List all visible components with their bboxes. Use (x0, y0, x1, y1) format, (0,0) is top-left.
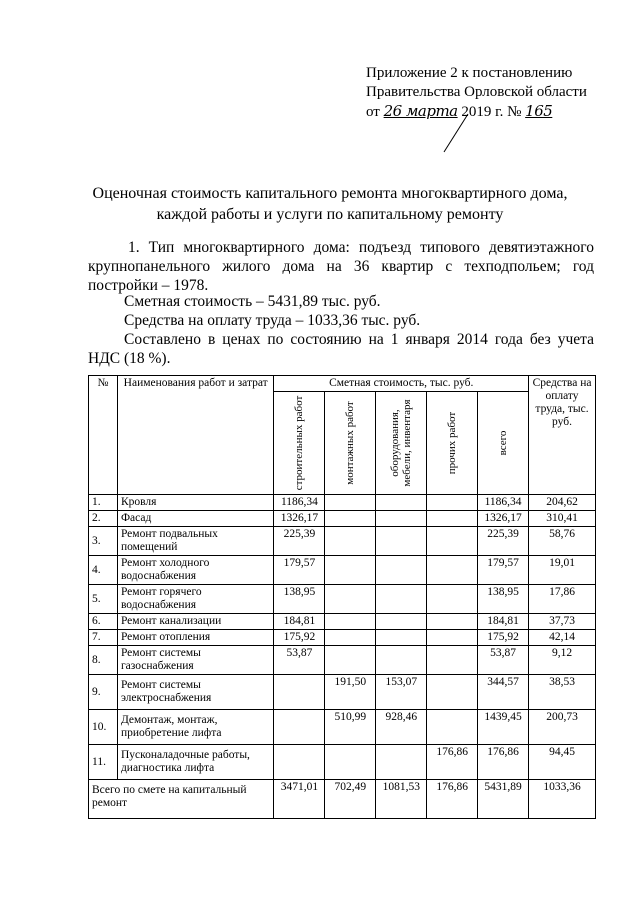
row-construction: 1326,17 (274, 511, 325, 527)
row-name: Ремонт канализации (117, 614, 274, 630)
row-installation (325, 556, 376, 585)
row-installation (325, 745, 376, 780)
estimate-table (88, 375, 596, 819)
row-wages: 9,12 (529, 646, 596, 675)
total-equipment: 1081,53 (376, 780, 427, 819)
header-equipment-label: оборудования, мебели, инвентаря (389, 399, 414, 487)
row-wages: 17,86 (529, 585, 596, 614)
row-total: 1439,45 (478, 710, 529, 745)
handwritten-date: 26 марта (383, 102, 458, 120)
row-total: 344,57 (478, 675, 529, 710)
row-other (427, 495, 478, 511)
table-row (89, 556, 596, 585)
row-other (427, 556, 478, 585)
header-other-label: прочих работ (446, 411, 459, 475)
header-wages: Средства на оплату труда, тыс. руб. (529, 376, 596, 495)
appendix-year: 2019 г. № (461, 104, 522, 120)
row-equipment (376, 585, 427, 614)
signature-stroke-icon (0, 100, 640, 160)
row-num: 7. (89, 630, 118, 646)
row-other (427, 527, 478, 556)
row-name: Ремонт системы электроснабжения (117, 675, 274, 710)
row-installation (325, 511, 376, 527)
row-construction (274, 710, 325, 745)
paragraph-prices-note: Составлено в ценах по состоянию на 1 января 2014 года без учета НДС (18 %). (88, 331, 594, 367)
table-row (89, 646, 596, 675)
row-equipment (376, 646, 427, 675)
header-group-cost: Сметная стоимость, тыс. руб. (274, 376, 529, 392)
row-num: 1. (89, 495, 118, 511)
total-row (89, 780, 596, 819)
row-name: Ремонт системы газоснабжения (117, 646, 274, 675)
table-row (89, 585, 596, 614)
row-total: 1326,17 (478, 511, 529, 527)
row-total: 225,39 (478, 527, 529, 556)
row-other (427, 646, 478, 675)
header-installation-label: монтажных работ (344, 401, 357, 485)
header-equipment (376, 392, 427, 495)
row-wages: 38,53 (529, 675, 596, 710)
header-other (427, 392, 478, 495)
appendix-line-1: Приложение 2 к постановлению (366, 65, 573, 81)
row-wages: 94,45 (529, 745, 596, 780)
row-other (427, 675, 478, 710)
row-other (427, 511, 478, 527)
row-other (427, 614, 478, 630)
row-num: 3. (89, 527, 118, 556)
row-equipment (376, 527, 427, 556)
row-equipment (376, 614, 427, 630)
header-name: Наименования работ и затрат (117, 376, 274, 495)
row-wages: 200,73 (529, 710, 596, 745)
row-construction: 184,81 (274, 614, 325, 630)
row-installation: 510,99 (325, 710, 376, 745)
row-equipment (376, 745, 427, 780)
header-construction-label: строительных работ (293, 395, 306, 491)
row-wages: 42,14 (529, 630, 596, 646)
header-construction (274, 392, 325, 495)
appendix-line-2: Правительства Орловской области (366, 84, 587, 100)
row-construction: 225,39 (274, 527, 325, 556)
row-name: Ремонт подвальных помещений (117, 527, 274, 556)
row-name: Ремонт отопления (117, 630, 274, 646)
row-num: 10. (89, 710, 118, 745)
row-name: Ремонт холодного водоснабжения (117, 556, 274, 585)
header-num: № (89, 376, 118, 495)
row-equipment (376, 511, 427, 527)
row-installation (325, 527, 376, 556)
row-num: 2. (89, 511, 118, 527)
row-name: Кровля (117, 495, 274, 511)
row-total: 53,87 (478, 646, 529, 675)
row-name: Ремонт горячего водоснабжения (117, 585, 274, 614)
row-construction: 53,87 (274, 646, 325, 675)
row-wages: 58,76 (529, 527, 596, 556)
row-total: 176,86 (478, 745, 529, 780)
row-num: 4. (89, 556, 118, 585)
total-construction: 3471,01 (274, 780, 325, 819)
table-row (89, 630, 596, 646)
total-other: 176,86 (427, 780, 478, 819)
row-total: 1186,34 (478, 495, 529, 511)
row-name: Демонтаж, монтаж, приобретение лифта (117, 710, 274, 745)
row-construction (274, 745, 325, 780)
header-total-label: всего (497, 430, 510, 456)
row-wages: 37,73 (529, 614, 596, 630)
paragraph-house-type: 1. Тип многоквартирного дома: подъезд типового девятиэтажного крупнопанельного жилого дома на 36 квартир с техподпольем; год постройки – 1978. (88, 239, 594, 294)
row-installation (325, 630, 376, 646)
document-title: Оценочная стоимость капитального ремонта многоквартирного дома, каждой работы и услуги по капитальному ремонту (92, 185, 568, 223)
total-label: Всего по смете на капитальный ремонт (89, 780, 274, 819)
row-other (427, 585, 478, 614)
row-total: 184,81 (478, 614, 529, 630)
handwritten-number: 165 (525, 102, 553, 120)
total-sum: 5431,89 (478, 780, 529, 819)
row-num: 8. (89, 646, 118, 675)
header-installation (325, 392, 376, 495)
row-num: 11. (89, 745, 118, 780)
total-wages: 1033,36 (529, 780, 596, 819)
row-construction: 1186,34 (274, 495, 325, 511)
row-equipment: 153,07 (376, 675, 427, 710)
table-row (89, 675, 596, 710)
table-row (89, 495, 596, 511)
table-row (89, 745, 596, 780)
row-installation (325, 495, 376, 511)
row-other: 176,86 (427, 745, 478, 780)
row-installation: 191,50 (325, 675, 376, 710)
row-num: 5. (89, 585, 118, 614)
row-total: 175,92 (478, 630, 529, 646)
row-construction: 138,95 (274, 585, 325, 614)
row-installation (325, 585, 376, 614)
row-construction: 175,92 (274, 630, 325, 646)
row-equipment: 928,46 (376, 710, 427, 745)
total-installation: 702,49 (325, 780, 376, 819)
row-equipment (376, 495, 427, 511)
row-wages: 310,41 (529, 511, 596, 527)
paragraph-estimated-cost: Сметная стоимость – 5431,89 тыс. руб. (124, 293, 381, 310)
row-other (427, 710, 478, 745)
row-installation (325, 646, 376, 675)
row-num: 6. (89, 614, 118, 630)
row-name: Пусконаладочные работы, диагностика лифта (117, 745, 274, 780)
row-num: 9. (89, 675, 118, 710)
header-total (478, 392, 529, 495)
paragraph-wage-funds: Средства на оплату труда – 1033,36 тыс. руб. (124, 312, 421, 329)
row-name: Фасад (117, 511, 274, 527)
row-construction: 179,57 (274, 556, 325, 585)
row-installation (325, 614, 376, 630)
row-equipment (376, 630, 427, 646)
row-other (427, 630, 478, 646)
row-construction (274, 675, 325, 710)
table-row (89, 511, 596, 527)
row-total: 179,57 (478, 556, 529, 585)
row-wages: 19,01 (529, 556, 596, 585)
table-row (89, 710, 596, 745)
row-wages: 204,62 (529, 495, 596, 511)
row-equipment (376, 556, 427, 585)
table-body (89, 495, 596, 819)
table-row (89, 614, 596, 630)
table-row (89, 527, 596, 556)
row-total: 138,95 (478, 585, 529, 614)
appendix-prefix: от (366, 104, 380, 120)
